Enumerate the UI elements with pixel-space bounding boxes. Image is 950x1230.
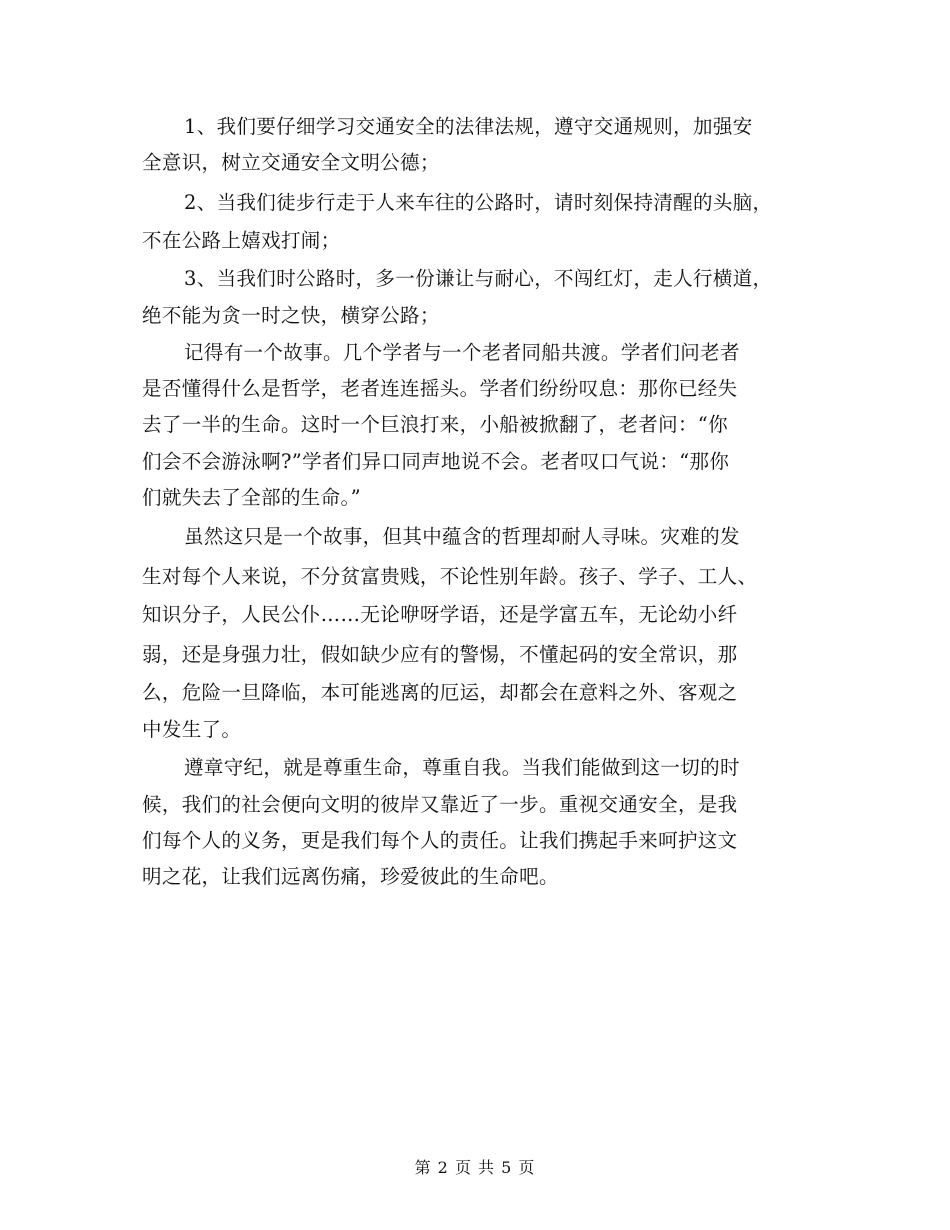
paragraph-line: 绝不能为贪一时之快，横穿公路；	[142, 304, 440, 327]
paragraph-line: 生对每个人来说，不分贫富贵贱，不论性别年龄。孩子、学子、工人、	[142, 565, 758, 588]
paragraph-line: 中发生了。	[142, 718, 242, 741]
paragraph-line: 2、当我们徒步行走于人来车往的公路时，请时刻保持清醒的头脑，	[184, 191, 773, 214]
paragraph-line: 们每个人的义务，更是我们每个人的责任。让我们携起手来呵护这文	[142, 829, 738, 852]
paragraph-line: 全意识，树立交通安全文明公德；	[142, 151, 440, 174]
paragraph-line: 么，危险一旦降临，本可能逃离的厄运，却都会在意料之外、客观之	[142, 681, 738, 704]
paragraph-line: 3、当我们时公路时，多一份谦让与耐心，不闯红灯，走人行横道，	[184, 267, 773, 290]
paragraph-line: 1、我们要仔细学习交通安全的法律法规，遵守交通规则，加强安	[184, 115, 753, 138]
paragraph-line: 候，我们的社会便向文明的彼岸又靠近了一步。重视交通安全，是我	[142, 793, 738, 816]
paragraph-line: 记得有一个故事。几个学者与一个老者同船共渡。学者们问老者	[184, 341, 740, 364]
paragraph-line: 们会不会游泳啊?”学者们异口同声地说不会。老者叹口气说：“那你	[142, 450, 730, 473]
paragraph-line: 虽然这只是一个故事，但其中蕴含的哲理却耐人寻味。灾难的发	[184, 525, 740, 548]
paragraph-line: 明之花，让我们远离伤痛，珍爱彼此的生命吧。	[142, 865, 559, 888]
paragraph-line: 们就失去了全部的生命。”	[142, 486, 361, 509]
paragraph-line: 去了一半的生命。这时一个巨浪打来，小船被掀翻了，老者问：“你	[142, 413, 728, 436]
page-number-footer: 第 2 页 共 5 页	[414, 1158, 536, 1177]
paragraph-line: 知识分子，人民公仆……无论咿呀学语，还是学富五车，无论幼小纤	[142, 603, 738, 626]
paragraph-line: 遵章守纪，就是尊重生命，尊重自我。当我们能做到这一切的时	[184, 756, 740, 779]
paragraph-line: 不在公路上嬉戏打闹；	[142, 229, 341, 252]
paragraph-line: 弱，还是身强力壮，假如缺少应有的警惕，不懂起码的安全常识，那	[142, 643, 738, 666]
paragraph-line: 是否懂得什么是哲学，老者连连摇头。学者们纷纷叹息：那你已经失	[142, 377, 738, 400]
